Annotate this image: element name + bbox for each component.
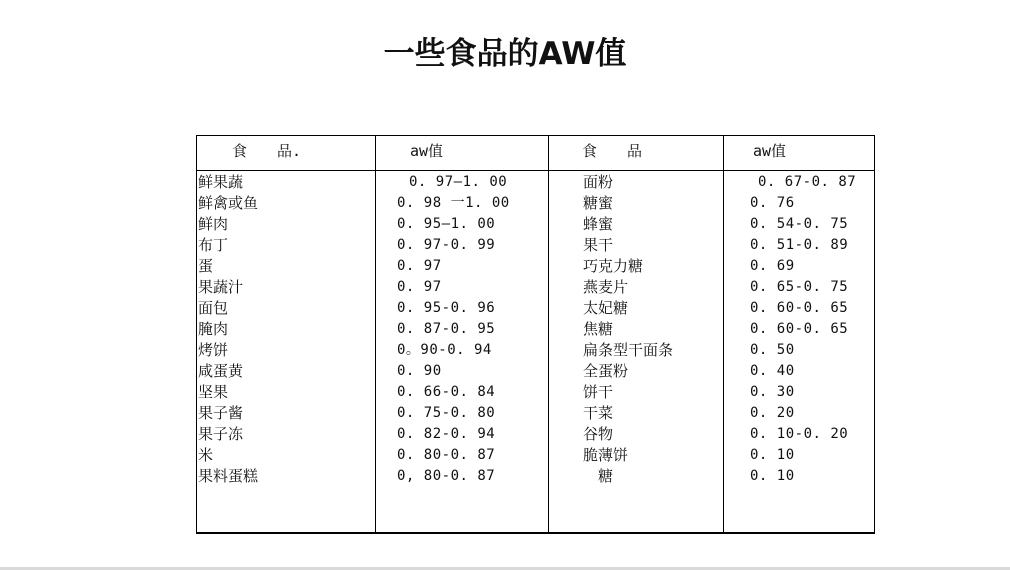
food-name-cell: 燕麦片 [583,278,629,296]
table-row [197,445,874,466]
aw-value-cell: 0. 76 [750,195,795,211]
aw-value-cell: 0. 10-0. 20 [750,426,849,442]
aw-value-cell: 0. 10 [750,468,795,484]
food-name-cell: 全蛋粉 [583,362,629,380]
table-row [197,235,874,256]
aw-value-cell: 0. 60-0. 65 [750,321,849,337]
aw-value-cell: 0. 65-0. 75 [750,279,849,295]
food-name-cell: 坚果 [198,383,229,401]
aw-value-cell: 0. 90 [397,363,442,379]
table-row [197,382,874,403]
food-name-cell: 巧克力糖 [583,257,644,275]
food-name-cell: 果干 [583,236,614,254]
food-name-cell: 蛋 [198,257,214,275]
food-name-cell: 烤饼 [198,341,229,359]
food-name-cell: 咸蛋黄 [198,362,244,380]
aw-value-cell: 0. 60-0. 65 [750,300,849,316]
food-name-cell: 太妃糖 [583,299,629,317]
aw-value-cell: 0. 97 [397,279,442,295]
aw-value-cell: 0. 67-0. 87 [758,174,857,190]
food-name-cell: 饼干 [583,383,614,401]
aw-value-cell: 0. 80-0. 87 [397,447,496,463]
food-name-cell: 干菜 [583,404,614,422]
header-aw-right: aw值 [753,142,787,160]
aw-value-cell: 0. 95—1. 00 [397,216,496,232]
table-row [197,277,874,298]
table-row [197,340,874,361]
food-name-cell: 鲜肉 [198,215,229,233]
aw-value-cell: 0. 30 [750,384,795,400]
table-row [197,214,874,235]
table-row [197,172,874,193]
food-name-cell: 面包 [198,299,229,317]
food-name-cell: 果料蛋糕 [198,467,259,485]
food-name-cell: 蜂蜜 [583,215,614,233]
aw-value-cell: 0. 54-0. 75 [750,216,849,232]
aw-value-cell: 0. 50 [750,342,795,358]
aw-value-cell: 0. 69 [750,258,795,274]
table-row [197,403,874,424]
table-body [197,172,874,487]
aw-value-cell: 0. 82-0. 94 [397,426,496,442]
aw-value-cell: 0. 97 [397,258,442,274]
aw-value-cell: 0. 95-0. 96 [397,300,496,316]
header-food-right: 食 品 [582,142,643,160]
aw-value-cell: 0. 98 一1. 00 [397,195,510,211]
aw-value-cell: 0。90-0. 94 [397,342,492,358]
table-row [197,319,874,340]
table-row [197,466,874,487]
aw-value-cell: 0. 66-0. 84 [397,384,496,400]
header-food-left: 食 品. [232,142,302,160]
food-name-cell: 糖蜜 [583,194,614,212]
food-name-cell: 果子冻 [198,425,244,443]
table-row [197,298,874,319]
food-name-cell: 糖 [583,467,614,485]
food-name-cell: 鲜果蔬 [198,173,244,191]
table-row [197,424,874,445]
food-name-cell: 焦糖 [583,320,614,338]
food-name-cell: 谷物 [583,425,614,443]
page-title: 一些食品的AW值 [383,36,627,72]
aw-value-cell: 0. 97—1. 00 [409,174,508,190]
aw-value-cell: 0. 40 [750,363,795,379]
aw-value-cell: 0. 10 [750,447,795,463]
food-name-cell: 布丁 [198,236,229,254]
aw-value-cell: 0. 87-0. 95 [397,321,496,337]
aw-value-table [196,135,875,534]
aw-value-cell: 0, 80-0. 87 [397,468,496,484]
header-aw-left: aw值 [410,142,444,160]
food-name-cell: 脆薄饼 [583,446,629,464]
table-row [197,193,874,214]
aw-value-cell: 0. 97-0. 99 [397,237,496,253]
table-row [197,361,874,382]
header-divider [197,170,874,171]
aw-value-cell: 0. 20 [750,405,795,421]
food-name-cell: 果子酱 [198,404,244,422]
food-name-cell: 米 [198,446,214,464]
food-name-cell: 果蔬汁 [198,278,244,296]
food-name-cell: 鲜禽或鱼 [198,194,259,212]
food-name-cell: 扁条型干面条 [583,341,674,359]
food-name-cell: 面粉 [583,173,614,191]
aw-value-cell: 0. 51-0. 89 [750,237,849,253]
food-name-cell: 腌肉 [198,320,229,338]
aw-value-cell: 0. 75-0. 80 [397,405,496,421]
table-row [197,256,874,277]
